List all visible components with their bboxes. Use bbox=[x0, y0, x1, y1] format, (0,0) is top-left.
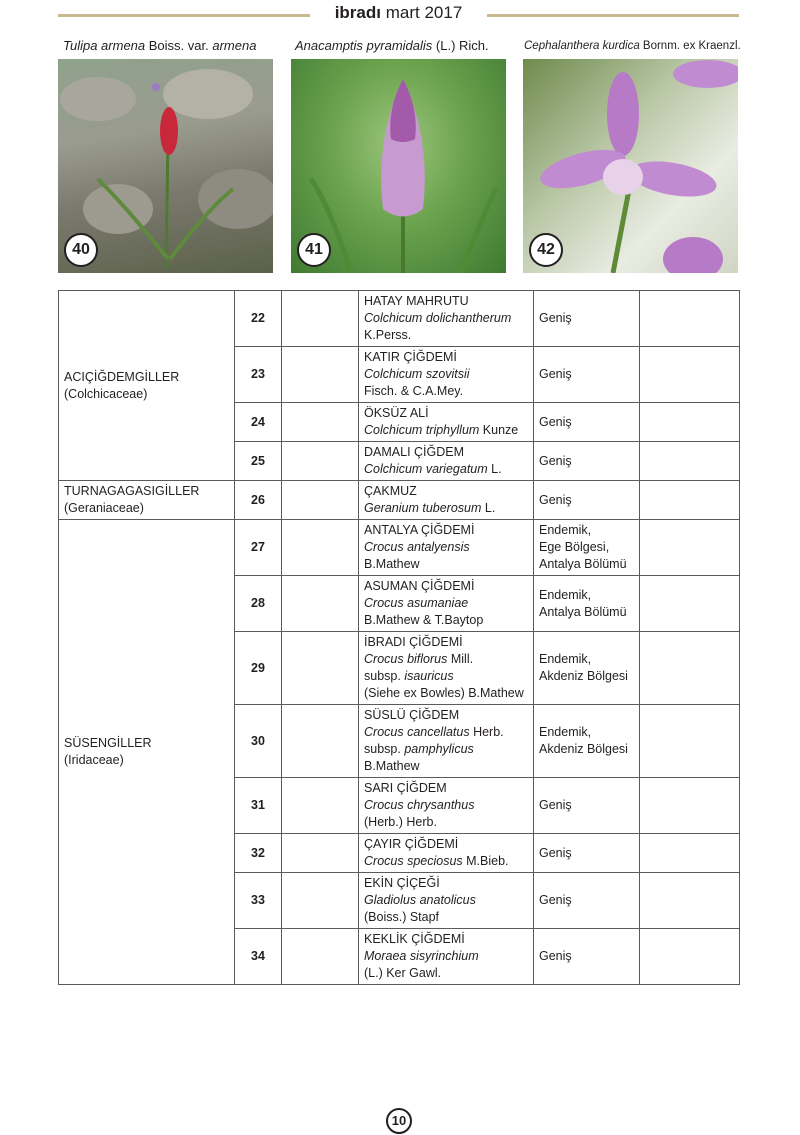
empty-cell bbox=[640, 929, 740, 985]
header-rule-right bbox=[487, 14, 739, 17]
empty-cell bbox=[282, 632, 359, 705]
empty-cell bbox=[640, 834, 740, 873]
species-name-cell: ÇAKMUZ Geranium tuberosum L. bbox=[359, 481, 534, 520]
empty-cell bbox=[640, 403, 740, 442]
family-cell: SÜSENGİLLER (Iridaceae) bbox=[59, 520, 235, 985]
species-name-cell: SARI ÇİĞDEM Crocus chrysanthus (Herb.) Herb. bbox=[359, 778, 534, 834]
distribution-cell: Geniş bbox=[534, 873, 640, 929]
row-number: 23 bbox=[235, 347, 282, 403]
table-row bbox=[59, 481, 740, 520]
row-number: 28 bbox=[235, 576, 282, 632]
species-name-cell: SÜSLÜ ÇİĞDEM Crocus cancellatus Herb. subsp. pamphylicus B.Mathew bbox=[359, 705, 534, 778]
row-number: 26 bbox=[235, 481, 282, 520]
row-number: 22 bbox=[235, 291, 282, 347]
distribution-cell: Geniş bbox=[534, 347, 640, 403]
empty-cell bbox=[640, 481, 740, 520]
photo-orchid-pyramidal bbox=[291, 59, 506, 273]
empty-cell bbox=[282, 347, 359, 403]
species-name-cell: ASUMAN ÇİĞDEMİ Crocus asumaniae B.Mathew & T.Baytop bbox=[359, 576, 534, 632]
family-cell: ACIÇİĞDEMGİLLER (Colchicaceae) bbox=[59, 291, 235, 481]
empty-cell bbox=[640, 291, 740, 347]
photo-caption-41: Anacamptis pyramidalis (L.) Rich. bbox=[295, 38, 489, 53]
species-name-cell: EKİN ÇİÇEĞİ Gladiolus anatolicus (Boiss.) Stapf bbox=[359, 873, 534, 929]
row-number: 31 bbox=[235, 778, 282, 834]
photo-caption-42: Cephalanthera kurdica Bornm. ex Kraenzl. bbox=[524, 40, 741, 52]
photo-number-badge: 42 bbox=[529, 233, 563, 267]
photo-caption-40: Tulipa armena Boiss. var. armena bbox=[63, 38, 257, 53]
table-row bbox=[59, 291, 740, 347]
row-number: 30 bbox=[235, 705, 282, 778]
empty-cell bbox=[282, 520, 359, 576]
distribution-cell: Geniş bbox=[534, 291, 640, 347]
empty-cell bbox=[640, 632, 740, 705]
empty-cell bbox=[282, 834, 359, 873]
empty-cell bbox=[282, 481, 359, 520]
distribution-cell: Endemik, Antalya Bölümü bbox=[534, 576, 640, 632]
empty-cell bbox=[282, 778, 359, 834]
distribution-cell: Geniş bbox=[534, 834, 640, 873]
header-rule-left bbox=[58, 14, 310, 17]
distribution-cell: Endemik, Akdeniz Bölgesi bbox=[534, 632, 640, 705]
species-name-cell: HATAY MAHRUTU Colchicum dolichantherum K.Perss. bbox=[359, 291, 534, 347]
row-number: 25 bbox=[235, 442, 282, 481]
species-table bbox=[58, 290, 740, 985]
page-number: 10 bbox=[386, 1108, 412, 1134]
issue-date: mart 2017 bbox=[385, 3, 463, 22]
species-name-cell: ÖKSÜZ ALİ Colchicum triphyllum Kunze bbox=[359, 403, 534, 442]
empty-cell bbox=[282, 576, 359, 632]
distribution-cell: Geniş bbox=[534, 403, 640, 442]
photo-tulip bbox=[58, 59, 273, 273]
distribution-cell: Endemik, Akdeniz Bölgesi bbox=[534, 705, 640, 778]
species-name-cell: ÇAYIR ÇİĞDEMİ Crocus speciosus M.Bieb. bbox=[359, 834, 534, 873]
empty-cell bbox=[282, 873, 359, 929]
row-number: 34 bbox=[235, 929, 282, 985]
species-name-cell: İBRADI ÇİĞDEMİ Crocus biflorus Mill. subsp. isauricus (Siehe ex Bowles) B.Mathew bbox=[359, 632, 534, 705]
empty-cell bbox=[282, 705, 359, 778]
empty-cell bbox=[640, 778, 740, 834]
empty-cell bbox=[282, 442, 359, 481]
row-number: 33 bbox=[235, 873, 282, 929]
magazine-name: ibradı bbox=[334, 3, 381, 22]
empty-cell bbox=[640, 520, 740, 576]
species-name-cell: KATIR ÇİĞDEMİ Colchicum szovitsii Fisch. & C.A.Mey. bbox=[359, 347, 534, 403]
species-name-cell: ANTALYA ÇİĞDEMİ Crocus antalyensis B.Mathew bbox=[359, 520, 534, 576]
row-number: 32 bbox=[235, 834, 282, 873]
distribution-cell: Geniş bbox=[534, 442, 640, 481]
page-header bbox=[310, 3, 487, 23]
family-cell: TURNAGAGASIGİLLER (Geraniaceae) bbox=[59, 481, 235, 520]
empty-cell bbox=[640, 873, 740, 929]
distribution-cell: Geniş bbox=[534, 929, 640, 985]
distribution-cell: Endemik, Ege Bölgesi, Antalya Bölümü bbox=[534, 520, 640, 576]
row-number: 27 bbox=[235, 520, 282, 576]
photo-orchid-cephalanthera bbox=[523, 59, 738, 273]
empty-cell bbox=[640, 347, 740, 403]
species-name-cell: KEKLİK ÇİĞDEMİ Moraea sisyrinchium (L.) Ker Gawl. bbox=[359, 929, 534, 985]
empty-cell bbox=[282, 403, 359, 442]
empty-cell bbox=[640, 576, 740, 632]
photo-number-badge: 40 bbox=[64, 233, 98, 267]
species-name-cell: DAMALI ÇİĞDEM Colchicum variegatum L. bbox=[359, 442, 534, 481]
distribution-cell: Geniş bbox=[534, 481, 640, 520]
photo-number-badge: 41 bbox=[297, 233, 331, 267]
empty-cell bbox=[282, 929, 359, 985]
row-number: 24 bbox=[235, 403, 282, 442]
distribution-cell: Geniş bbox=[534, 778, 640, 834]
empty-cell bbox=[640, 705, 740, 778]
empty-cell bbox=[640, 442, 740, 481]
empty-cell bbox=[282, 291, 359, 347]
row-number: 29 bbox=[235, 632, 282, 705]
table-row bbox=[59, 520, 740, 576]
